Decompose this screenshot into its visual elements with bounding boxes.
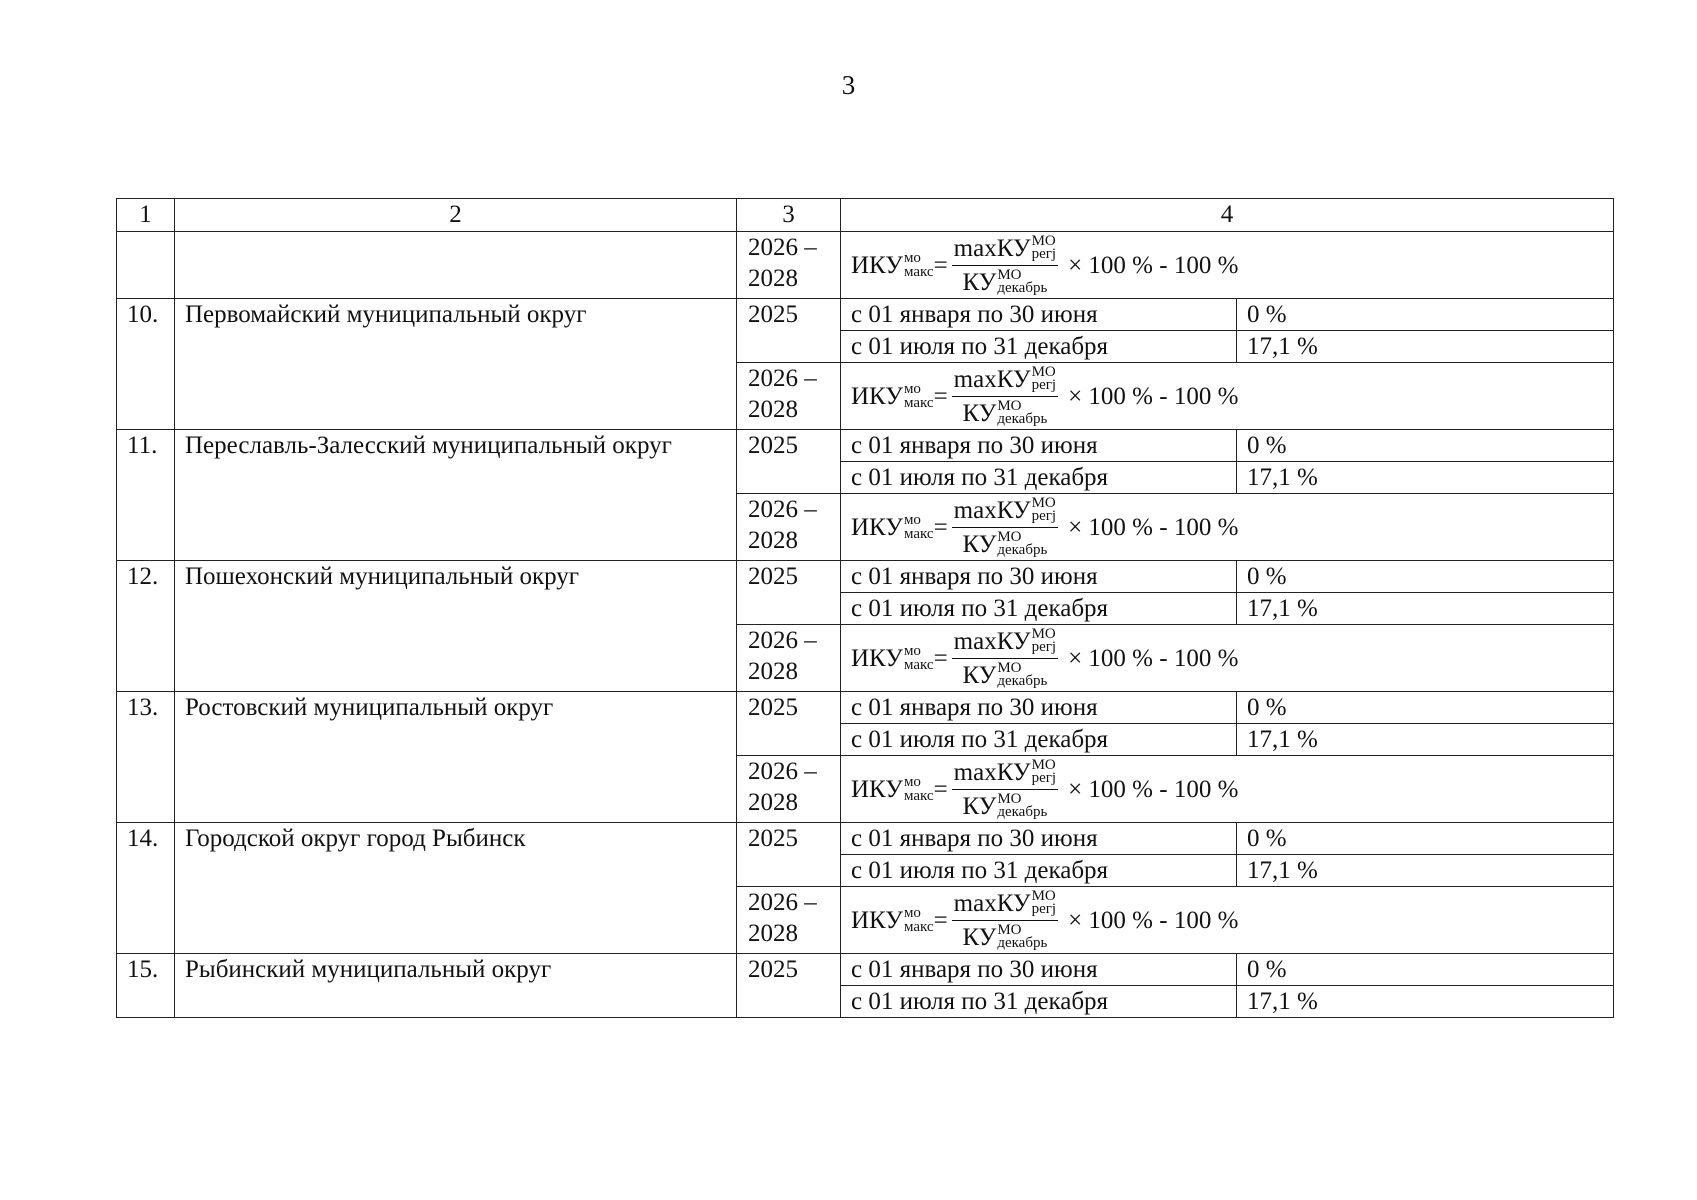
- municipality-name: Ростовский муниципальный округ: [175, 692, 737, 823]
- formula-lhs: ИКУ мо макс: [851, 512, 934, 542]
- formula-fraction: [952, 888, 1058, 953]
- formula: [851, 233, 1238, 298]
- period-cell: с 01 января по 30 июня: [841, 692, 1237, 724]
- year-range-cell: 2026 – 2028: [737, 887, 841, 954]
- municipality-name: Первомайский муниципальный округ: [175, 299, 737, 430]
- formula-denominator: КУ МО декабрь: [962, 922, 1048, 951]
- header-col-4: 4: [841, 199, 1614, 232]
- table-row: [117, 299, 1614, 331]
- formula-numerator: maxКУ МО регj: [952, 495, 1058, 528]
- value-cell: 17,1 %: [1237, 724, 1614, 756]
- formula: [851, 626, 1238, 691]
- formula-fraction: [952, 495, 1058, 560]
- formula-numerator: maxКУ МО регj: [952, 364, 1058, 397]
- formula-numerator: maxКУ МО регj: [952, 626, 1058, 659]
- period-cell: с 01 января по 30 июня: [841, 561, 1237, 593]
- formula: [851, 495, 1238, 560]
- formula-numerator: maxКУ МО регj: [952, 888, 1058, 921]
- value-cell: 0 %: [1237, 430, 1614, 462]
- year-cell: 2025: [737, 561, 841, 625]
- tariff-table: [116, 198, 1614, 1018]
- table-row: [117, 692, 1614, 724]
- formula-tail: × 100 % - 100 %: [1068, 382, 1239, 410]
- header-col-2: 2: [175, 199, 737, 232]
- formula-cell: [841, 363, 1614, 430]
- year-range-cell: 2026 – 2028: [737, 363, 841, 430]
- year-cell: 2025: [737, 954, 841, 1018]
- formula-equals: =: [933, 644, 948, 672]
- value-cell: 0 %: [1237, 823, 1614, 855]
- municipality-name: Рыбинский муниципальный округ: [175, 954, 737, 1018]
- row-number: 14.: [117, 823, 175, 954]
- table-row: [117, 954, 1614, 986]
- row-number-cell: [117, 232, 175, 299]
- formula: [851, 757, 1238, 822]
- row-number: 13.: [117, 692, 175, 823]
- year-range-cell: 2026 – 2028: [737, 756, 841, 823]
- year-range-cell: 2026 – 2028: [737, 625, 841, 692]
- period-cell: с 01 июля по 31 декабря: [841, 593, 1237, 625]
- municipality-name: Пошехонский муниципальный округ: [175, 561, 737, 692]
- value-cell: 0 %: [1237, 954, 1614, 986]
- formula-tail: × 100 % - 100 %: [1068, 644, 1239, 672]
- year-range-cell: 2026 – 2028: [737, 494, 841, 561]
- formula-equals: =: [933, 513, 948, 541]
- period-cell: с 01 января по 30 июня: [841, 430, 1237, 462]
- municipality-name: Городской округ город Рыбинск: [175, 823, 737, 954]
- period-cell: с 01 января по 30 июня: [841, 954, 1237, 986]
- row-number: 11.: [117, 430, 175, 561]
- formula-cell: [841, 625, 1614, 692]
- municipality-name: Переславль-Залесский муниципальный округ: [175, 430, 737, 561]
- formula-tail: × 100 % - 100 %: [1068, 513, 1239, 541]
- continuation-row: [117, 232, 1614, 299]
- table-row: [117, 823, 1614, 855]
- period-cell: с 01 июля по 31 декабря: [841, 462, 1237, 494]
- period-cell: с 01 июля по 31 декабря: [841, 724, 1237, 756]
- formula-denominator: КУ МО декабрь: [962, 398, 1048, 427]
- value-cell: 0 %: [1237, 561, 1614, 593]
- formula-cell: [841, 494, 1614, 561]
- period-cell: с 01 января по 30 июня: [841, 823, 1237, 855]
- formula: [851, 364, 1238, 429]
- value-cell: 17,1 %: [1237, 855, 1614, 887]
- formula-equals: =: [933, 906, 948, 934]
- formula-lhs: ИКУ мо макс: [851, 905, 934, 935]
- formula-equals: =: [933, 251, 948, 279]
- header-col-1: 1: [117, 199, 175, 232]
- value-cell: 17,1 %: [1237, 986, 1614, 1018]
- year-cell: 2025: [737, 823, 841, 887]
- formula-cell: [841, 756, 1614, 823]
- formula-cell: [841, 887, 1614, 954]
- formula-fraction: [952, 757, 1058, 822]
- value-cell: 0 %: [1237, 299, 1614, 331]
- formula-lhs: ИКУ мо макс: [851, 250, 934, 280]
- formula-lhs: ИКУ мо макс: [851, 381, 934, 411]
- municipality-name-cell: [175, 232, 737, 299]
- header-row: [117, 199, 1614, 232]
- formula: [851, 888, 1238, 953]
- row-number: 15.: [117, 954, 175, 1018]
- formula-denominator: КУ МО декабрь: [962, 529, 1048, 558]
- formula-lhs: ИКУ мо макс: [851, 643, 934, 673]
- formula-numerator: maxКУ МО регj: [952, 757, 1058, 790]
- formula-lhs: ИКУ мо макс: [851, 774, 934, 804]
- formula-tail: × 100 % - 100 %: [1068, 251, 1239, 279]
- formula-fraction: [952, 626, 1058, 691]
- formula-denominator: КУ МО декабрь: [962, 791, 1048, 820]
- formula-equals: =: [933, 382, 948, 410]
- row-number: 12.: [117, 561, 175, 692]
- formula-fraction: [952, 364, 1058, 429]
- row-number: 10.: [117, 299, 175, 430]
- period-cell: с 01 июля по 31 декабря: [841, 855, 1237, 887]
- header-col-3: 3: [737, 199, 841, 232]
- formula-tail: × 100 % - 100 %: [1068, 906, 1239, 934]
- formula-denominator: КУ МО декабрь: [962, 267, 1048, 296]
- year-range-cell: 2026 – 2028: [737, 232, 841, 299]
- year-cell: 2025: [737, 692, 841, 756]
- value-cell: 0 %: [1237, 692, 1614, 724]
- value-cell: 17,1 %: [1237, 331, 1614, 363]
- formula-denominator: КУ МО декабрь: [962, 660, 1048, 689]
- table-row: [117, 561, 1614, 593]
- formula-numerator: maxКУ МО регj: [952, 233, 1058, 266]
- table-row: [117, 430, 1614, 462]
- formula-fraction: [952, 233, 1058, 298]
- year-cell: 2025: [737, 430, 841, 494]
- period-cell: с 01 января по 30 июня: [841, 299, 1237, 331]
- value-cell: 17,1 %: [1237, 593, 1614, 625]
- formula-equals: =: [933, 775, 948, 803]
- formula-tail: × 100 % - 100 %: [1068, 775, 1239, 803]
- period-cell: с 01 июля по 31 декабря: [841, 986, 1237, 1018]
- period-cell: с 01 июля по 31 декабря: [841, 331, 1237, 363]
- year-cell: 2025: [737, 299, 841, 363]
- page-number: 3: [841, 70, 856, 100]
- formula-cell: [841, 232, 1614, 299]
- value-cell: 17,1 %: [1237, 462, 1614, 494]
